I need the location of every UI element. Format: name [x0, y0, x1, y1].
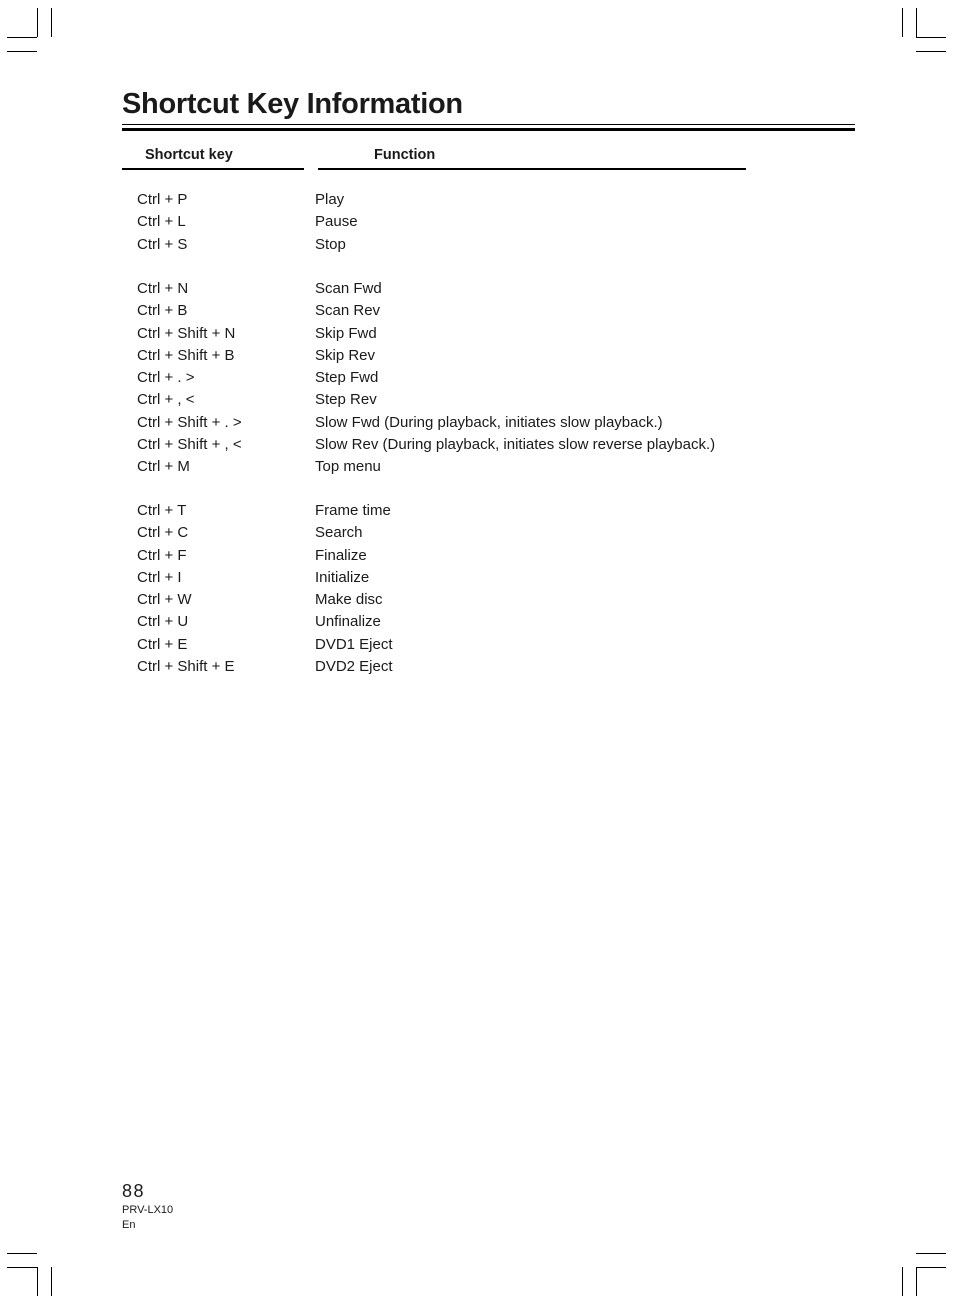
- shortcut-function: Search: [315, 524, 363, 542]
- shortcut-group-navigation: [0, 278, 954, 479]
- shortcut-function: Scan Rev: [315, 302, 381, 320]
- shortcut-key: Ctrl + B: [137, 302, 188, 320]
- table-row: [0, 345, 954, 367]
- shortcut-function: Make disc: [315, 591, 383, 609]
- table-row: [0, 323, 954, 345]
- column-header-rule-key: [122, 168, 304, 170]
- shortcut-key: Ctrl + Shift + N: [137, 324, 236, 342]
- shortcut-function: DVD1 Eject: [315, 635, 393, 653]
- table-row: [0, 545, 954, 567]
- language-code: En: [122, 1219, 136, 1231]
- title-rule-thick: [122, 128, 855, 131]
- shortcut-key: Ctrl + S: [137, 235, 188, 253]
- column-header-rule-function: [318, 168, 746, 170]
- shortcut-key: Ctrl + E: [137, 635, 188, 653]
- shortcut-function: Play: [315, 191, 345, 208]
- shortcut-function: Skip Rev: [315, 346, 376, 364]
- shortcut-function: Pause: [315, 213, 358, 231]
- table-row: [0, 211, 954, 233]
- shortcut-key: Ctrl + Shift + . >: [137, 413, 242, 431]
- shortcut-key: Ctrl + I: [137, 568, 182, 586]
- shortcut-key: Ctrl + T: [137, 502, 187, 519]
- table-row: [0, 434, 954, 456]
- shortcut-key: Ctrl + , <: [137, 391, 195, 409]
- table-row: [0, 367, 954, 389]
- page-title: Shortcut Key Information: [122, 88, 463, 120]
- shortcut-function: Top menu: [315, 458, 381, 476]
- shortcut-group-disc: [0, 500, 954, 678]
- shortcut-group-playback: [0, 189, 954, 256]
- shortcut-key: Ctrl + Shift + B: [137, 346, 235, 364]
- shortcut-key: Ctrl + C: [137, 524, 189, 542]
- shortcut-function: Scan Fwd: [315, 280, 382, 297]
- table-row: [0, 389, 954, 411]
- table-row: [0, 567, 954, 589]
- shortcut-key: Ctrl + P: [137, 191, 188, 208]
- shortcut-key: Ctrl + U: [137, 613, 189, 631]
- shortcut-key: Ctrl + L: [137, 213, 186, 231]
- table-row: [0, 522, 954, 544]
- table-row: [0, 656, 954, 678]
- shortcut-key: Ctrl + W: [137, 591, 192, 609]
- shortcut-function: Unfinalize: [315, 613, 381, 631]
- shortcut-key: Ctrl + . >: [137, 369, 195, 387]
- shortcut-function: Step Fwd: [315, 369, 379, 387]
- shortcut-function: Finalize: [315, 546, 367, 564]
- shortcut-function: Step Rev: [315, 391, 377, 409]
- page-number: 88: [122, 1181, 146, 1201]
- shortcut-key: Ctrl + N: [137, 280, 189, 297]
- table-row: [0, 234, 954, 256]
- column-header-shortcut-key: Shortcut key: [145, 147, 233, 163]
- shortcut-key: Ctrl + M: [137, 458, 190, 476]
- shortcut-function: Frame time: [315, 502, 391, 519]
- column-header-function: Function: [374, 147, 436, 163]
- shortcut-function: Stop: [315, 235, 346, 253]
- shortcut-function: Slow Fwd (During playback, initiates slow playback.): [315, 413, 663, 431]
- table-row: [0, 189, 954, 211]
- table-row: [0, 589, 954, 611]
- shortcut-function: Skip Fwd: [315, 324, 377, 342]
- table-row: [0, 611, 954, 633]
- table-row: [0, 456, 954, 478]
- shortcut-function: Initialize: [315, 568, 370, 586]
- shortcut-function: DVD2 Eject: [315, 658, 393, 676]
- shortcut-function: Slow Rev (During playback, initiates slow reverse playback.): [315, 436, 716, 454]
- shortcut-key: Ctrl + Shift + , <: [137, 436, 242, 454]
- table-row: [0, 278, 954, 300]
- table-row: [0, 300, 954, 322]
- shortcut-key: Ctrl + Shift + E: [137, 658, 235, 676]
- title-rule-thin: [122, 124, 855, 125]
- shortcut-key: Ctrl + F: [137, 546, 187, 564]
- table-row: [0, 634, 954, 656]
- model-name: PRV-LX10: [122, 1204, 174, 1216]
- table-row: [0, 500, 954, 522]
- table-row: [0, 412, 954, 434]
